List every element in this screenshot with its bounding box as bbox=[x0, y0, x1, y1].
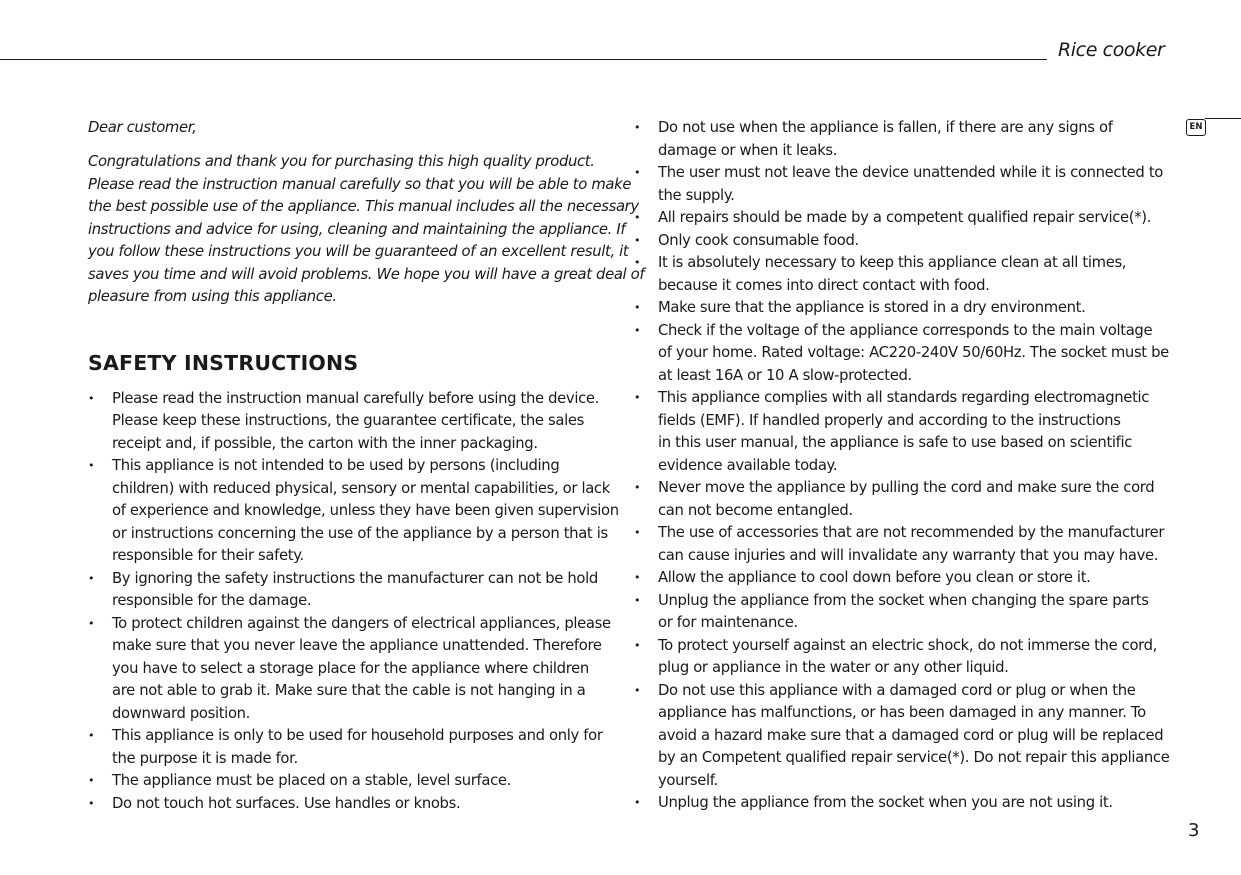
intro-line: Congratulations and thank you for purchasing this high quality product. bbox=[88, 153, 595, 170]
bullet-marker: • bbox=[634, 301, 641, 314]
safety-item-text bbox=[658, 387, 1154, 477]
safety-item-text bbox=[658, 590, 1154, 635]
safety-item bbox=[88, 770, 608, 793]
safety-item-text bbox=[658, 522, 1165, 567]
safety-item-line: This appliance is not intended to be used by persons (including bbox=[112, 457, 560, 474]
left-column bbox=[88, 117, 645, 815]
safety-item-line: appliance has malfunctions, or has been damaged in any manner. To bbox=[658, 704, 1146, 721]
safety-item-line: at least 16A or 10 A slow-protected. bbox=[658, 366, 912, 384]
intro-line: the best possible use of the appliance. This manual includes all the necessary bbox=[88, 198, 639, 215]
safety-item-line: the supply. bbox=[658, 186, 735, 204]
safety-item-line: Make sure that the appliance is stored in a dry environment. bbox=[658, 299, 1086, 316]
bullet-marker: • bbox=[634, 481, 641, 494]
safety-item-line: fields (EMF). If handled properly and according to the instructions bbox=[658, 411, 1121, 429]
safety-item-line: avoid a hazard make sure that a damaged cord or plug will be replaced bbox=[658, 726, 1164, 744]
bullet-marker: • bbox=[634, 166, 641, 179]
safety-item-line: Do not use this appliance with a damaged cord or plug or when the bbox=[658, 681, 1136, 699]
bullet-marker: • bbox=[88, 729, 95, 742]
page-number: 3 bbox=[1188, 820, 1200, 841]
safety-item bbox=[634, 522, 1165, 567]
intro-line: you follow these instructions you will be guaranteed of an excellent result, it bbox=[88, 243, 629, 260]
intro-line: pleasure from using this appliance. bbox=[88, 288, 337, 305]
safety-item-line: in this user manual, the appliance is safe to use based on scientific bbox=[658, 434, 1133, 451]
safety-item bbox=[634, 297, 1154, 320]
safety-item-line: make sure that you never leave the appliance unattended. Therefore bbox=[112, 637, 602, 654]
safety-item-line: Allow the appliance to cool down before you clean or store it. bbox=[658, 569, 1091, 586]
safety-item-line: The user must not leave the device unattended while it is connected to bbox=[658, 164, 1163, 181]
safety-item-line: or for maintenance. bbox=[658, 614, 798, 631]
safety-item-text bbox=[112, 725, 608, 770]
safety-list-left bbox=[88, 388, 619, 816]
intro-paragraph bbox=[88, 151, 645, 309]
safety-item-text bbox=[658, 792, 1154, 815]
safety-item-line: because it comes into direct contact with food. bbox=[658, 276, 990, 294]
safety-item-text bbox=[658, 117, 1154, 162]
safety-item-line: are not able to grab it. Make sure that the cable is not hanging in a bbox=[112, 682, 586, 699]
safety-item-line: To protect children against the dangers of electrical appliances, please bbox=[112, 614, 611, 632]
safety-item-text bbox=[658, 297, 1154, 320]
safety-item-text bbox=[112, 388, 608, 456]
safety-item-line: Do not use when the appliance is fallen, if there are any signs of bbox=[658, 119, 1113, 136]
safety-item-text bbox=[112, 770, 608, 793]
safety-item-line: by an Competent qualified repair service(*). Do not repair this appliance bbox=[658, 749, 1170, 766]
safety-item bbox=[634, 792, 1154, 815]
safety-item-line: Do not touch hot surfaces. Use handles or knobs. bbox=[112, 794, 461, 812]
section-title: SAFETY INSTRUCTIONS bbox=[88, 350, 359, 375]
safety-item-line: This appliance is only to be used for household purposes and only for bbox=[112, 727, 603, 744]
bullet-marker: • bbox=[88, 616, 95, 630]
bullet-marker: • bbox=[88, 571, 95, 585]
safety-item bbox=[88, 388, 608, 456]
safety-list-right bbox=[634, 117, 1170, 815]
right-column bbox=[634, 117, 1170, 815]
language-badge: EN bbox=[1186, 119, 1206, 136]
safety-item-line: All repairs should be made by a competent qualified repair service(*). bbox=[658, 209, 1152, 226]
safety-item bbox=[634, 117, 1154, 162]
safety-item-line: The use of accessories that are not recommended by the manufacturer bbox=[658, 524, 1165, 541]
safety-item-line: can not become entangled. bbox=[658, 501, 853, 519]
greeting: Dear customer, bbox=[88, 119, 197, 136]
safety-item-line: the purpose it is made for. bbox=[112, 749, 298, 767]
bullet-marker: • bbox=[634, 391, 641, 404]
safety-item bbox=[634, 162, 1163, 207]
safety-item-line: Never move the appliance by pulling the cord and make sure the cord bbox=[658, 479, 1155, 496]
bullet-marker: • bbox=[634, 683, 641, 697]
safety-item-text bbox=[658, 230, 1154, 253]
safety-item-line: By ignoring the safety instructions the manufacturer can not be hold bbox=[112, 569, 598, 587]
safety-item bbox=[634, 477, 1154, 522]
safety-item-text bbox=[112, 793, 608, 816]
safety-item bbox=[634, 230, 1154, 253]
safety-item-line: responsible for the damage. bbox=[112, 592, 312, 609]
safety-item bbox=[634, 590, 1154, 635]
safety-item-line: can cause injuries and will invalidate any warranty that you may have. bbox=[658, 546, 1159, 564]
safety-item-line: The appliance must be placed on a stable, level surface. bbox=[112, 772, 511, 789]
safety-item bbox=[634, 387, 1154, 477]
safety-item-text bbox=[112, 613, 611, 726]
page-title: Rice cooker bbox=[1058, 39, 1165, 61]
bullet-marker: • bbox=[634, 796, 641, 809]
safety-item-line: Unplug the appliance from the socket when changing the spare parts bbox=[658, 591, 1149, 609]
safety-item-text bbox=[658, 567, 1154, 590]
safety-item-text bbox=[658, 252, 1154, 297]
safety-item bbox=[634, 567, 1154, 590]
bullet-marker: • bbox=[634, 638, 641, 652]
safety-item-text bbox=[658, 320, 1169, 388]
safety-item bbox=[88, 568, 608, 613]
language-tab-line bbox=[1205, 118, 1241, 119]
safety-item-line: Only cook consumable food. bbox=[658, 231, 859, 249]
bullet-marker: • bbox=[634, 233, 641, 247]
safety-item bbox=[88, 793, 608, 816]
safety-item-line: receipt and, if possible, the carton with the inner packaging. bbox=[112, 434, 538, 452]
bullet-marker: • bbox=[88, 774, 95, 787]
safety-item-line: evidence available today. bbox=[658, 456, 838, 474]
header-rule bbox=[0, 59, 1047, 60]
safety-item-text bbox=[658, 635, 1158, 680]
safety-item bbox=[634, 252, 1154, 297]
bullet-marker: • bbox=[88, 796, 95, 810]
safety-item bbox=[634, 635, 1158, 680]
intro-line: Please read the instruction manual carefully so that you will be able to make bbox=[88, 175, 632, 193]
bullet-marker: • bbox=[634, 593, 641, 607]
bullet-marker: • bbox=[634, 211, 641, 224]
bullet-marker: • bbox=[634, 571, 641, 584]
safety-item-line: Please read the instruction manual carefully before using the device. bbox=[112, 389, 599, 407]
safety-item-line: or instructions concerning the use of the appliance by a person that is bbox=[112, 524, 608, 542]
safety-item-line: Check if the voltage of the appliance corresponds to the main voltage bbox=[658, 321, 1153, 339]
safety-item-line: To protect yourself against an electric shock, do not immerse the cord, bbox=[658, 636, 1158, 654]
intro-line: saves you time and will avoid problems. We hope you will have a great deal of bbox=[88, 265, 645, 283]
safety-item-line: plug or appliance in the water or any other liquid. bbox=[658, 659, 1009, 676]
intro-line: instructions and advice for using, cleaning and maintaining the appliance. If bbox=[88, 220, 626, 238]
safety-item-line: you have to select a storage place for the appliance where children bbox=[112, 659, 589, 677]
safety-item-line: downward position. bbox=[112, 704, 251, 722]
safety-item-line: It is absolutely necessary to keep this appliance clean at all times, bbox=[658, 254, 1127, 271]
safety-item-line: damage or when it leaks. bbox=[658, 141, 838, 159]
safety-item-text bbox=[658, 207, 1154, 230]
safety-item-line: of your home. Rated voltage: AC220-240V 50/60Hz. The socket must be bbox=[658, 344, 1169, 361]
bullet-marker: • bbox=[634, 526, 641, 539]
safety-item-line: responsible for their safety. bbox=[112, 547, 304, 564]
safety-item bbox=[88, 455, 619, 568]
bullet-marker: • bbox=[634, 323, 641, 337]
safety-item bbox=[88, 725, 608, 770]
safety-item-line: This appliance complies with all standards regarding electromagnetic bbox=[658, 389, 1150, 406]
safety-item-text bbox=[112, 568, 608, 613]
safety-item-line: children) with reduced physical, sensory or mental capabilities, or lack bbox=[112, 479, 610, 497]
safety-item-line: Unplug the appliance from the socket when you are not using it. bbox=[658, 794, 1113, 811]
safety-item-text bbox=[658, 162, 1163, 207]
safety-item-line: Please keep these instructions, the guarantee certificate, the sales bbox=[112, 412, 584, 429]
safety-item bbox=[634, 207, 1154, 230]
bullet-marker: • bbox=[634, 256, 641, 269]
safety-item-text bbox=[658, 680, 1170, 793]
safety-item-text bbox=[112, 455, 619, 568]
safety-item-line: yourself. bbox=[658, 771, 718, 789]
safety-item bbox=[88, 613, 611, 726]
safety-item bbox=[634, 680, 1170, 793]
safety-item-text bbox=[658, 477, 1154, 522]
bullet-marker: • bbox=[634, 121, 641, 134]
bullet-marker: • bbox=[88, 459, 95, 472]
bullet-marker: • bbox=[88, 391, 95, 405]
safety-item-line: of experience and knowledge, unless they have been given supervision bbox=[112, 502, 619, 519]
safety-item bbox=[634, 320, 1169, 388]
